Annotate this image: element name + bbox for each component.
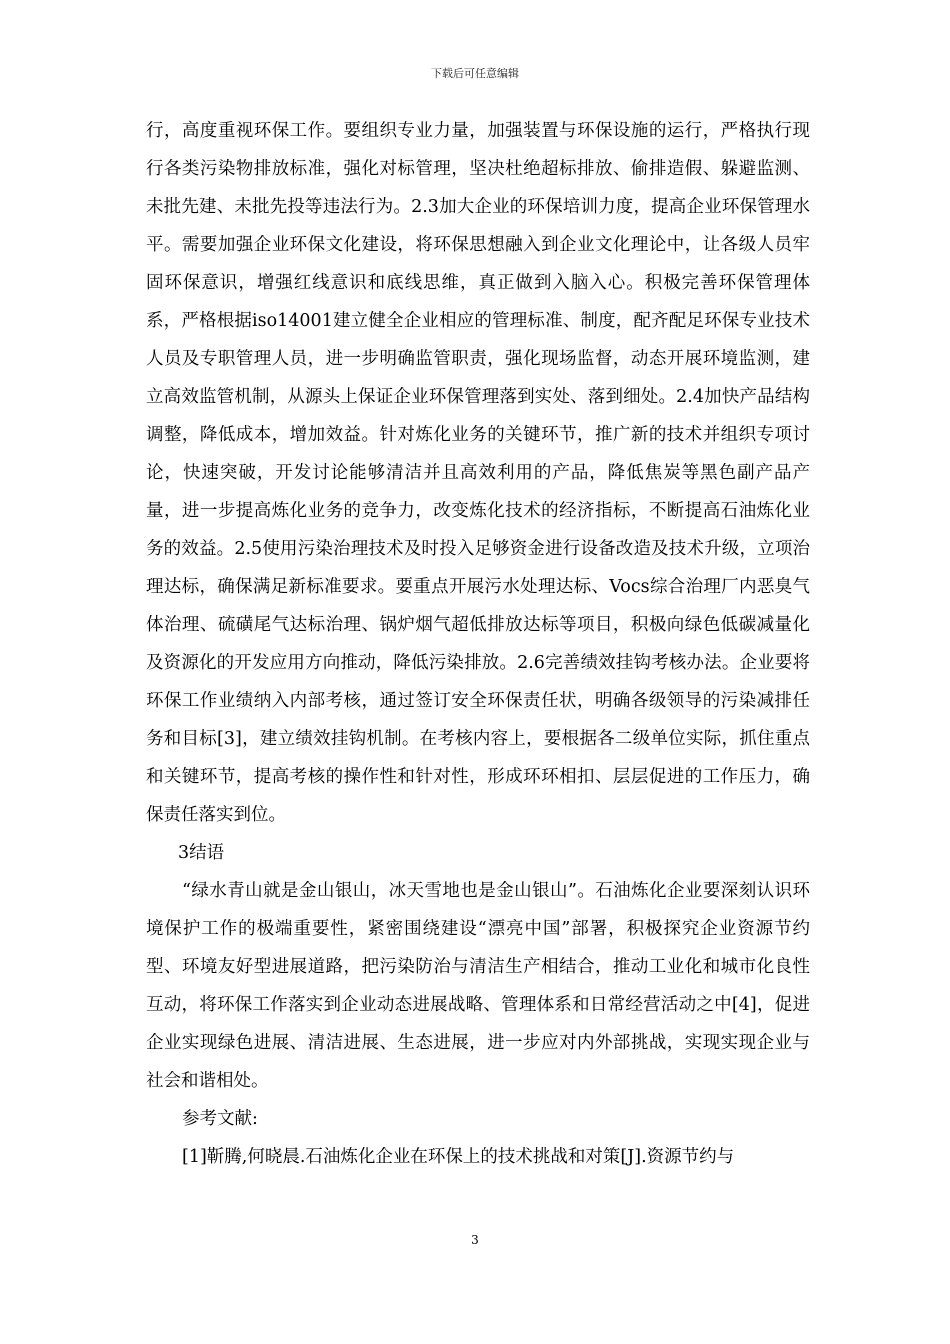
reference-item: [1]靳腾,何晓晨.石油炼化企业在环保上的技术挑战和对策[J].资源节约与 [182, 1147, 735, 1167]
section-heading-conclusion: 3结语 [178, 843, 225, 863]
page-header: 下载后可任意编辑 [431, 67, 519, 80]
references-heading: 参考文献: [182, 1109, 258, 1129]
page-number: 3 [471, 1233, 479, 1247]
body-paragraph-continuation: 行，高度重视环保工作。要组织专业力量，加强装置与环保设施的运行，严格执行现行各类污染物排放标准，强化对标管理，坚决杜绝超标排放、偷排造假、躲避监测、未批先建、未批先投等违法行为。2.3加大企业的环保培训力度，提高企业环保管理水平。需要加强企业环保文化建设，将环保思想融入到企业文化理论中，让各级人员牢固环保意识，增强红线意识和底线思维，真正做到入脑入心。积极完善环保管理体系，严格根据iso14001建立健全企业相应的管理标准、制度，配齐配足环保专业技术人员及专职管理人员，进一步明确监管职责，强化现场监督，动态开展环境监测，建立高效监管机制，从源头上保证企业环保管理落到实处、落到细处。2.4加快产品结构调整，降低成本，增加效益。针对炼化业务的关键环节，推广新的技术并组织专项讨论，快速突破，开发讨论能够清洁并且高效利用的产品，降低焦炭等黑色副产品产量，进一步提高炼化业务的竞争力，改变炼化技术的经济指标，不断提高石油炼化业务的效益。2.5使用污染治理技术及时投入足够资金进行设备改造及技术升级，立项治理达标，确保满足新标准要求。要重点开展污水处理达标、Vocs综合治理厂内恶臭气体治理、硫磺尾气达标治理、锅炉烟气超低排放达标等项目，积极向绿色低碳减量化及资源化的开发应用方向推动，降低污染排放。2.6完善绩效挂钩考核办法。企业要将环保工作业绩纳入内部考核，通过签订安全环保责任状，明确各级领导的污染减排任务和目标[3]，建立绩效挂钩机制。在考核内容上，要根据各二级单位实际，抓住重点和关键环节，提高考核的操作性和针对性，形成环环相扣、层层促进的工作压力，确保责任落实到位。 [146, 121, 810, 825]
document-body [146, 112, 810, 1176]
body-paragraph-conclusion: “绿水青山就是金山银山，冰天雪地也是金山银山”。石油炼化企业要深刻认识环境保护工作的极端重要性，紧密围绕建设“漂亮中国”部署，积极探究企业资源节约型、环境友好型进展道路，把污染防治与清洁生产相结合，推动工业化和城市化良性互动，将环保工作落实到企业动态进展战略、管理体系和日常经营活动之中[4]，促进企业实现绿色进展、清洁进展、生态进展，进一步应对内外部挑战，实现实现企业与社会和谐相处。 [146, 881, 810, 1091]
